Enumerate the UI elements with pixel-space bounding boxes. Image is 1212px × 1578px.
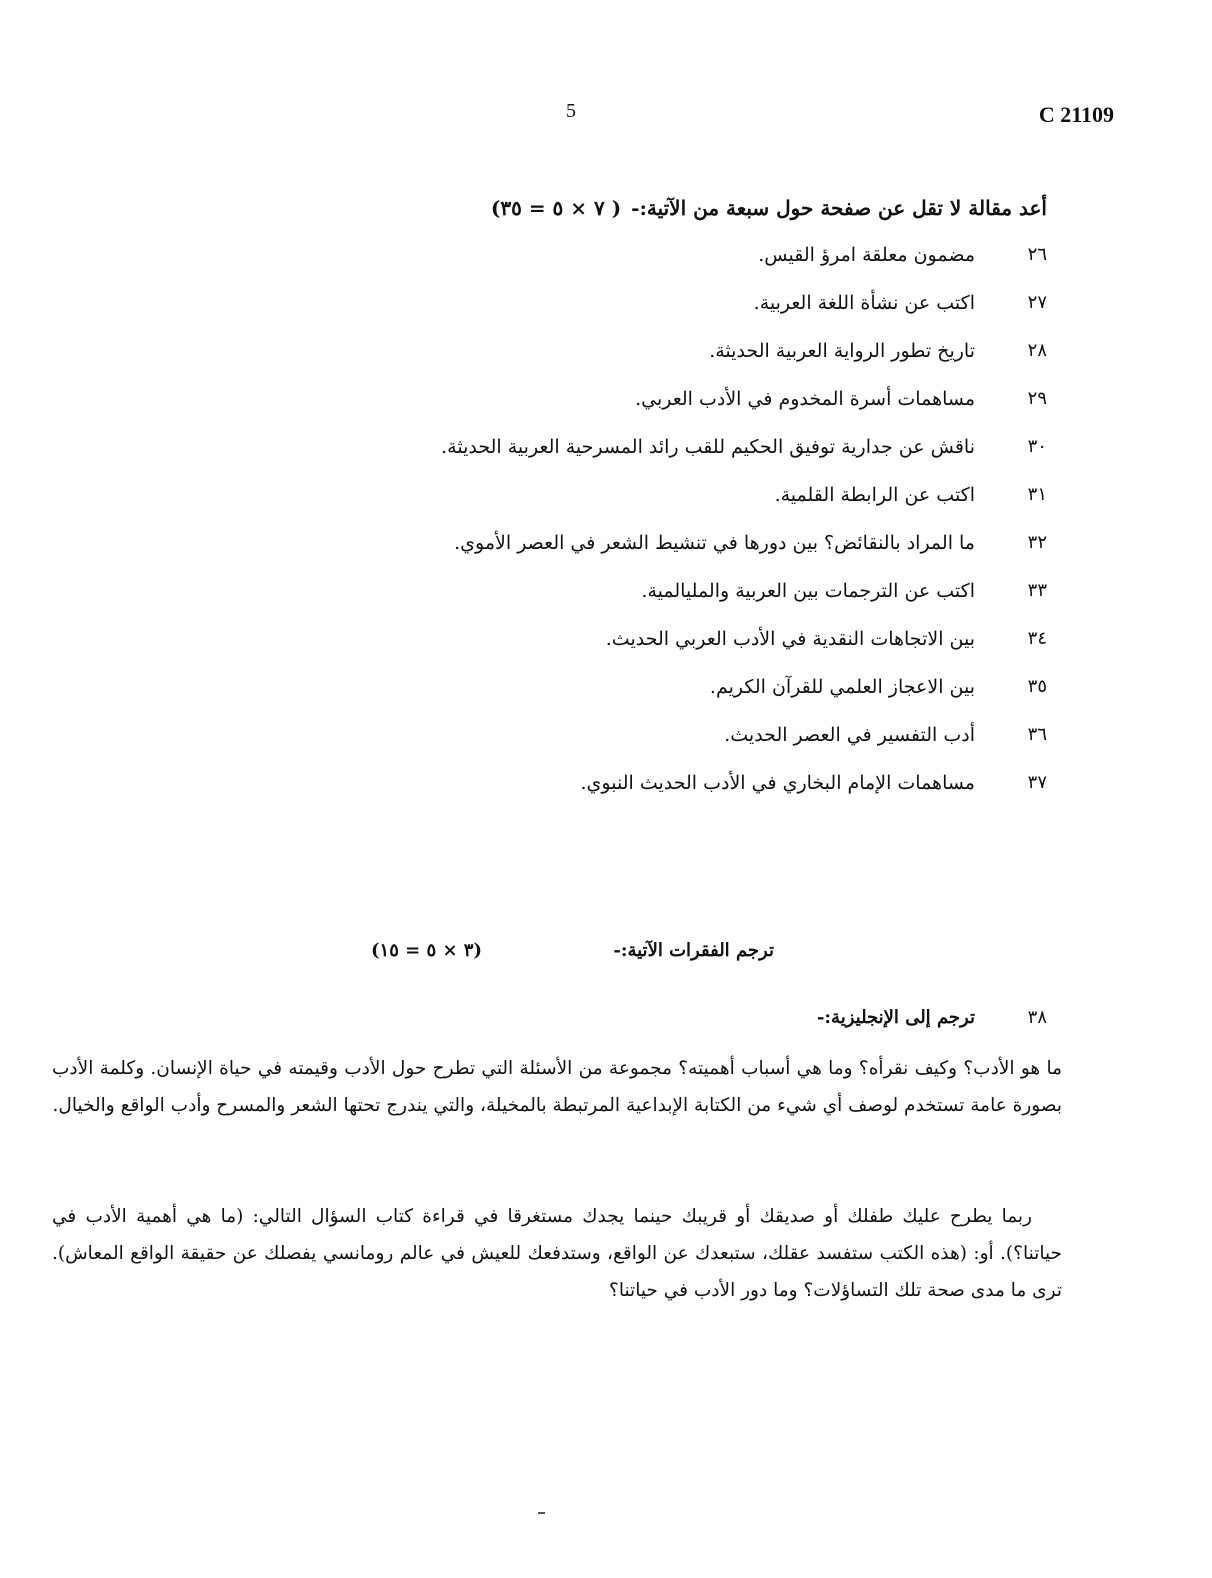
scan-artifact xyxy=(538,1512,545,1514)
question-number: ٣٠ xyxy=(1027,436,1047,457)
essay-section-heading xyxy=(491,196,1047,220)
question-item xyxy=(147,672,1047,720)
question-item xyxy=(147,336,1047,384)
translation-question xyxy=(647,1007,1047,1039)
page-number: 5 xyxy=(566,100,576,122)
question-item xyxy=(147,768,1047,816)
passage-paragraph-2: ربما يطرح عليك طفلك أو صديقك أو قريبك حينما يجدك مستغرقا في قراءة كتاب السؤال التالي: (ما هي أهمية الأدب في حياتنا؟). أو: (هذه الكتب ستفسد عقلك، ستبعدك عن الواقع، وستدفعك للعيش في عالم رومانسي يفصلك عن حقيقة الواقع المعاش). ترى ما مدى صحة تلك التساؤلات؟ وما دور الأدب في حياتنا؟ xyxy=(52,1206,1062,1301)
question-number: ٢٩ xyxy=(1027,388,1047,409)
question-number: ٢٨ xyxy=(1027,340,1047,361)
question-number: ٣٧ xyxy=(1027,772,1047,793)
question-item xyxy=(147,240,1047,288)
question-number: ٣٥ xyxy=(1027,676,1047,697)
question-text: ناقش عن جدارية توفيق الحكيم للقب رائد المسرحية العربية الحديثة. xyxy=(441,436,975,458)
question-item xyxy=(147,480,1047,528)
question-item xyxy=(147,624,1047,672)
translation-marks: (٣ × ٥ = ١٥) xyxy=(371,940,482,961)
question-number: ٣٤ xyxy=(1027,628,1047,649)
question-item xyxy=(147,288,1047,336)
question-text: ترجم إلى الإنجليزية:- xyxy=(816,1007,975,1028)
question-text: اكتب عن الرابطة القلمية. xyxy=(774,484,975,506)
question-number: ٢٦ xyxy=(1027,244,1047,265)
exam-code: C 21109 xyxy=(1038,102,1114,127)
question-number: ٣٢ xyxy=(1027,532,1047,553)
question-number: ٣١ xyxy=(1027,484,1047,505)
question-text: بين الاتجاهات النقدية في الأدب العربي الحديث. xyxy=(605,628,975,650)
question-text: تاريخ تطور الرواية العربية الحديثة. xyxy=(709,340,975,362)
question-item xyxy=(147,528,1047,576)
question-number: ٣٨ xyxy=(1027,1007,1047,1028)
translation-section-heading: ترجم الفقرات الآتية:- xyxy=(613,940,774,961)
question-text: أدب التفسير في العصر الحديث. xyxy=(724,724,975,746)
question-item xyxy=(147,576,1047,624)
question-text: مساهمات الإمام البخاري في الأدب الحديث النبوي. xyxy=(580,772,975,794)
question-text: ما المراد بالنقائض؟ بين دورها في تنشيط الشعر في العصر الأموي. xyxy=(454,532,975,554)
question-number: ٣٣ xyxy=(1027,580,1047,601)
question-text: مساهمات أسرة المخدوم في الأدب العربي. xyxy=(635,388,975,410)
passage-paragraph-1: ما هو الأدب؟ وكيف نقرأه؟ وما هي أسباب أهميته؟ مجموعة من الأسئلة التي تطرح حول الأدب وقيمته في حياة الإنسان. وكلمة الأدب بصورة عامة تستخدم لوصف أي شيء من الكتابة الإبداعية المرتبطة بالمخيلة، والتي يندرج تحتها الشعر والمسرح وأدب الواقع والخيال. xyxy=(52,1058,1062,1116)
essay-question-list xyxy=(147,240,1047,816)
question-item xyxy=(147,432,1047,480)
question-number: ٢٧ xyxy=(1027,292,1047,313)
question-text: اكتب عن نشأة اللغة العربية. xyxy=(753,292,975,314)
question-item xyxy=(147,720,1047,768)
question-text: بين الاعجاز العلمي للقرآن الكريم. xyxy=(709,676,975,698)
question-text: اكتب عن الترجمات بين العربية والمليالمية. xyxy=(641,580,975,602)
question-item xyxy=(147,384,1047,432)
question-text: مضمون معلقة امرؤ القيس. xyxy=(758,244,975,266)
question-number: ٣٦ xyxy=(1027,724,1047,745)
essay-instruction: أعد مقالة لا تقل عن صفحة حول سبعة من الآتية:- xyxy=(631,196,1047,220)
essay-marks: ( ٧ × ٥ = ٣٥) xyxy=(490,196,622,220)
